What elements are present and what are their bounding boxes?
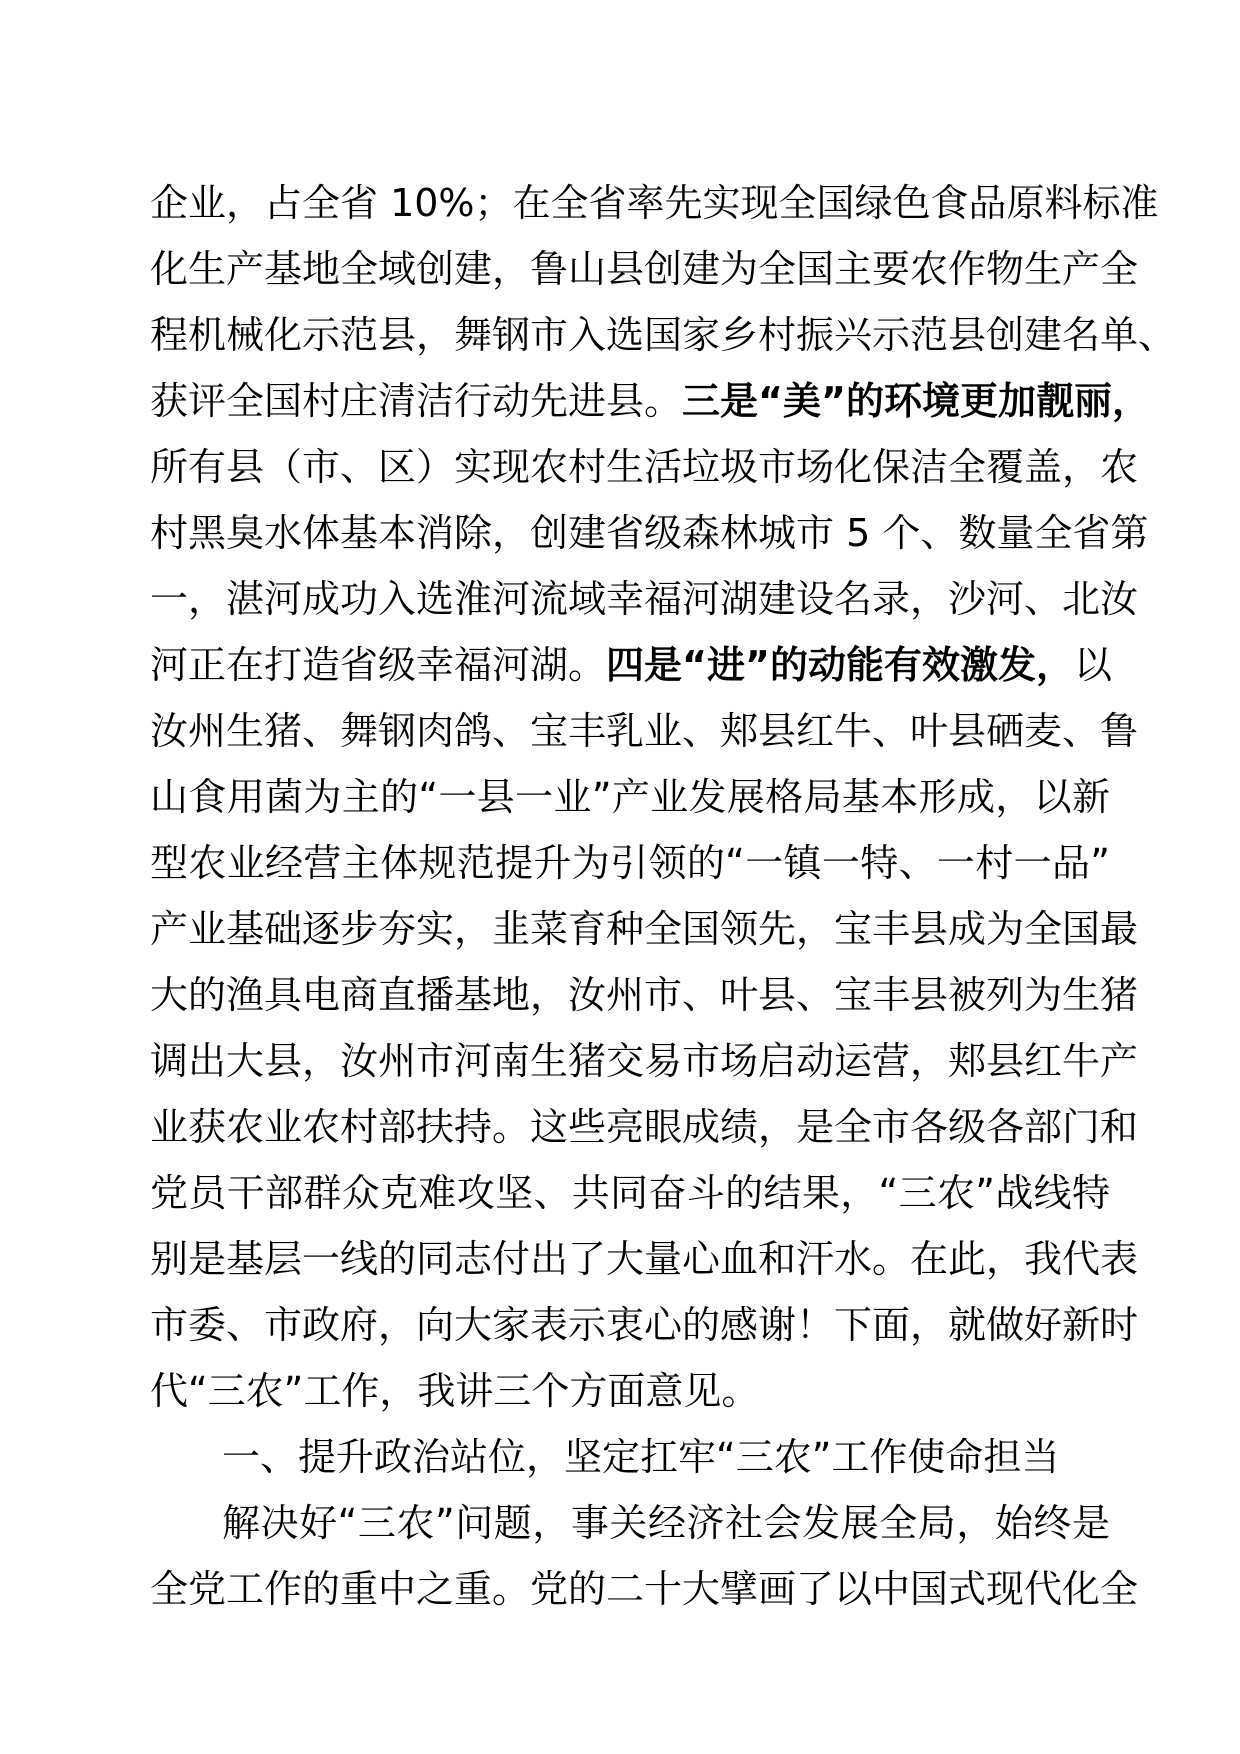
text-line: 化生产基地全域创建，鲁山县创建为全国主要农作物生产全 [150, 247, 1139, 291]
text-line: 产业基础逐步夯实，韭菜育种全国领先，宝丰县成为全国最 [150, 907, 1139, 951]
text-line [150, 368, 1150, 434]
body-paragraph-1 [150, 170, 1177, 1424]
text-line: 市委、市政府，向大家表示衷心的感谢！下面，就做好新时 [150, 1303, 1139, 1347]
text-line: 型农业经营主体规范提升为引领的“一镇一特、一村一品” [150, 841, 1110, 885]
text-line: 全党工作的重中之重。党的二十大擘画了以中国式现代化全 [150, 1567, 1139, 1611]
text-line: 党员干部群众克难攻坚、共同奋斗的结果，“三农”战线特 [150, 1171, 1110, 1215]
text-line: 解决好“三农”问题，事关经济社会发展全局，始终是 [222, 1501, 1110, 1545]
body-paragraph-2 [150, 1490, 1139, 1622]
text-line: 业获农业农村部扶持。这些亮眼成绩，是全市各级各部门和 [150, 1105, 1139, 1149]
bold-highlight-run: 四是“进”的动能有效激发， [606, 643, 1074, 687]
text-line: 村黑臭水体基本消除，创建省级森林城市 5 个、数量全省第 [150, 511, 1149, 555]
text-line: 调出大县，汝州市河南生猪交易市场启动运营，郏县红牛产 [150, 1039, 1139, 1083]
text-line: 大的渔具电商直播基地，汝州市、叶县、宝丰县被列为生猪 [150, 973, 1139, 1017]
section-heading: 一、提升政治站位，坚定扛牢“三农”工作使命担当 [222, 1435, 1060, 1479]
text-line: 一，湛河成功入选淮河流域幸福河湖建设名录，沙河、北汝 [150, 577, 1139, 621]
text-line: 代“三农”工作，我讲三个方面意见。 [150, 1369, 760, 1413]
text-run: 获评全国村庄清洁行动先进县。 [150, 379, 683, 423]
text-line: 程机械化示范县，舞钢市入选国家乡村振兴示范县创建名单、 [150, 313, 1177, 357]
text-line: 山食用菌为主的“一县一业”产业发展格局基本形成，以新 [150, 775, 1110, 819]
text-line: 汝州生猪、舞钢肉鸽、宝丰乳业、郏县红牛、叶县硒麦、鲁 [150, 709, 1139, 753]
text-line [150, 632, 1110, 698]
document-body [150, 170, 1177, 1622]
text-line: 企业，占全省 10%；在全省率先实现全国绿色食品原料标准 [150, 181, 1159, 225]
text-line: 所有县（市、区）实现农村生活垃圾市场化保洁全覆盖，农 [150, 445, 1139, 489]
text-line: 别是基层一线的同志付出了大量心血和汗水。在此，我代表 [150, 1237, 1139, 1281]
bold-highlight-run: 三是“美”的环境更加靓丽， [682, 379, 1150, 423]
text-run: 河正在打造省级幸福河湖。 [150, 643, 607, 687]
text-run: 以 [1073, 643, 1112, 687]
